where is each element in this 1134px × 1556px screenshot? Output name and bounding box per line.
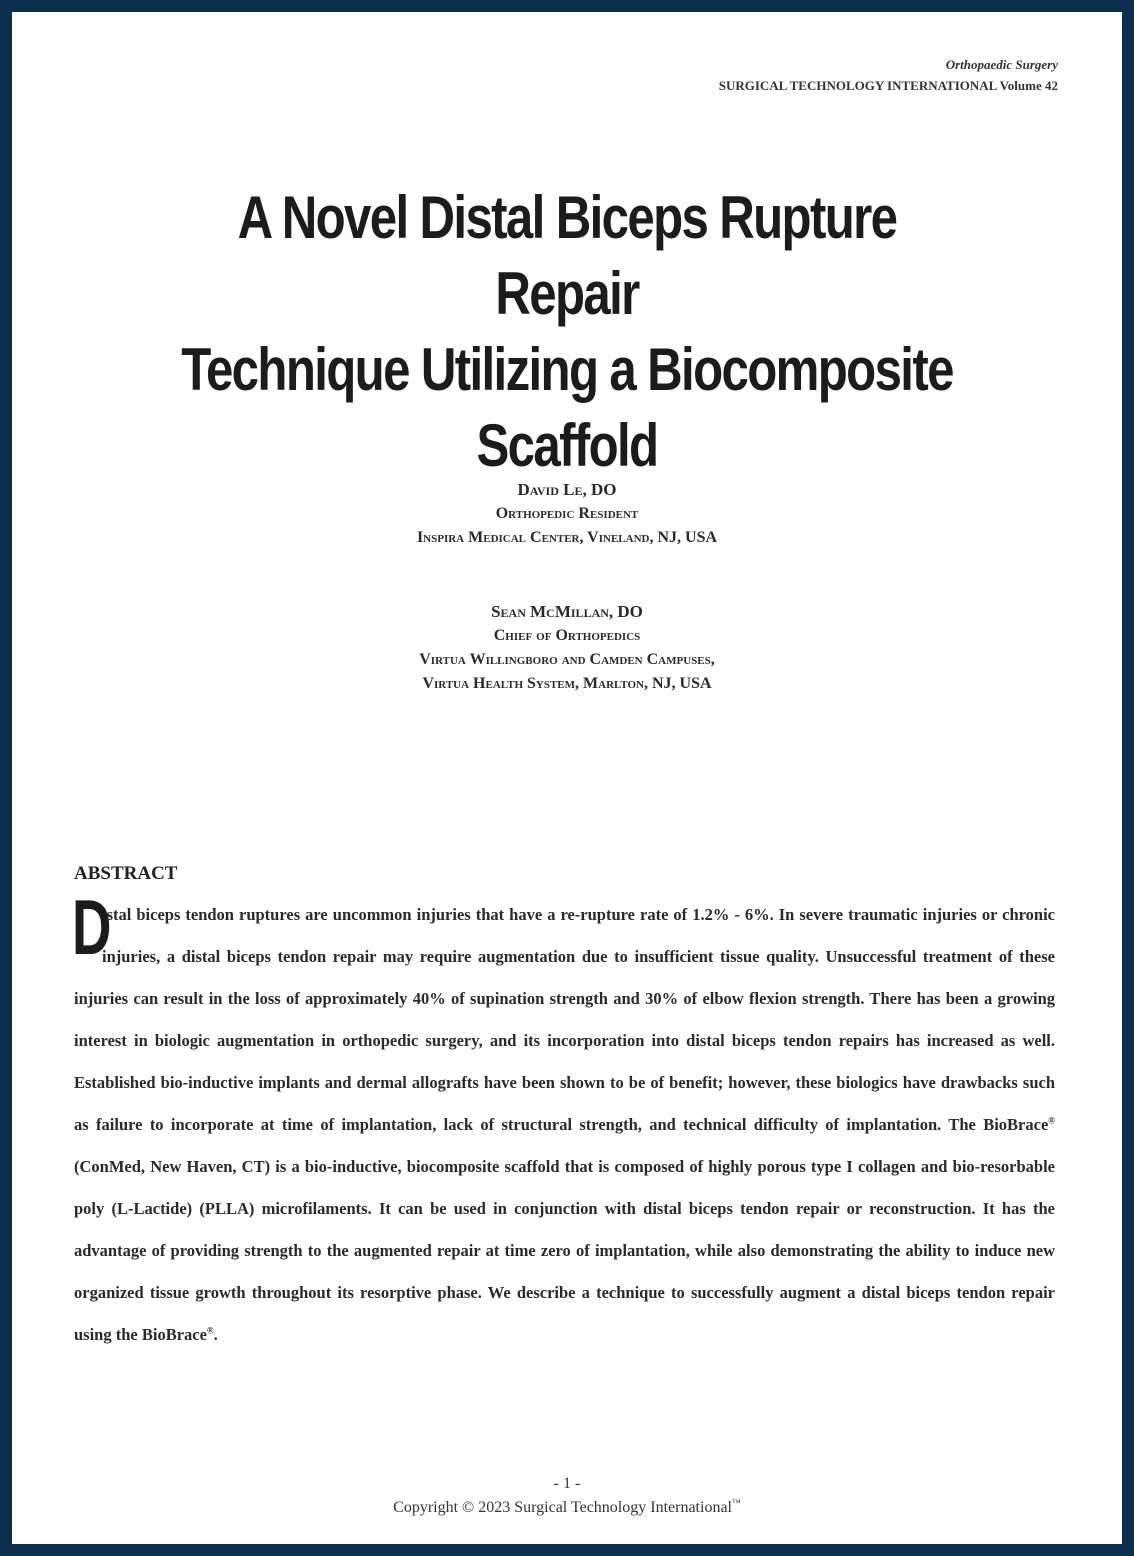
- registered-mark: ®: [206, 1325, 214, 1336]
- trademark-mark: ™: [732, 1497, 741, 1508]
- journal-name: SURGICAL TECHNOLOGY INTERNATIONAL Volume 42: [718, 78, 1058, 93]
- copyright-text: Copyright © 2023 Surgical Technology International: [393, 1499, 732, 1516]
- abstract-body: [72, 883, 1055, 1356]
- abstract-text-3: .: [213, 1325, 218, 1344]
- abstract-text-1: istal biceps tendon ruptures are uncommon injuries that have a re-rupture rate of 1.2% - 6%. In severe traumatic injuries or chronic injuries, a distal biceps tendon repair may require augmentation due to insufficient tissue quality. Unsuccessful treatment of these injuries can result in the loss of approximately 40% of supination strength and 30% of elbow flexion strength. There has been a growing interest in biologic augmentation in orthopedic surgery, and its incorporation into distal biceps tendon repairs has increased as well. Established bio-inductive implants and dermal allografts have been shown to be of benefit; however, these biologics have drawbacks such as failure to incorporate at time of implantation, lack of structural strength, and technical difficulty of implantation. The BioBrace: [74, 905, 1055, 1134]
- abstract-heading: ABSTRACT: [74, 863, 178, 884]
- drop-cap: D: [72, 883, 112, 971]
- title-line-3: Scaffold: [476, 412, 658, 479]
- author-2: [12, 600, 1122, 696]
- author-affiliation: Virtua Willingboro and Camden Campuses,: [419, 651, 715, 668]
- abstract-text-2: (ConMed, New Haven, CT) is a bio-inductive, biocomposite scaffold that is composed of highly porous type I collagen and bio-resorbable poly (L-Lactide) (PLLA) microfilaments. It can be used in conjunction with distal biceps tendon repair or reconstruction. It has the advantage of providing strength to the augmented repair at time zero of implantation, while also demonstrating the ability to induce new organized tissue growth throughout its resorptive phase. We describe a technique to successfully augment a distal biceps tendon repair using the BioBrace: [74, 1157, 1055, 1344]
- author-role: Orthopedic Resident: [495, 505, 639, 522]
- author-name: David Le, DO: [517, 480, 617, 499]
- author-name: Sean McMillan, DO: [491, 602, 643, 621]
- author-affiliation: Inspira Medical Center, Vineland, NJ, USA: [416, 529, 718, 546]
- registered-mark: ®: [1048, 1115, 1055, 1126]
- author-role: Chief of Orthopedics: [493, 627, 641, 644]
- title-line-2: Technique Utilizing a Biocomposite: [181, 336, 953, 403]
- paper-page: [12, 12, 1122, 1544]
- copyright-line: [12, 1496, 1122, 1520]
- author-1: [12, 478, 1122, 550]
- section-label: Orthopaedic Surgery: [945, 57, 1058, 72]
- paper-title: [161, 180, 973, 484]
- title-line-1: A Novel Distal Biceps Rupture Repair: [237, 184, 897, 327]
- page-footer: [12, 1472, 1122, 1520]
- author-affiliation: Virtua Health System, Marlton, NJ, USA: [422, 675, 712, 692]
- page-number: - 1 -: [553, 1475, 581, 1492]
- journal-header: [719, 54, 1058, 96]
